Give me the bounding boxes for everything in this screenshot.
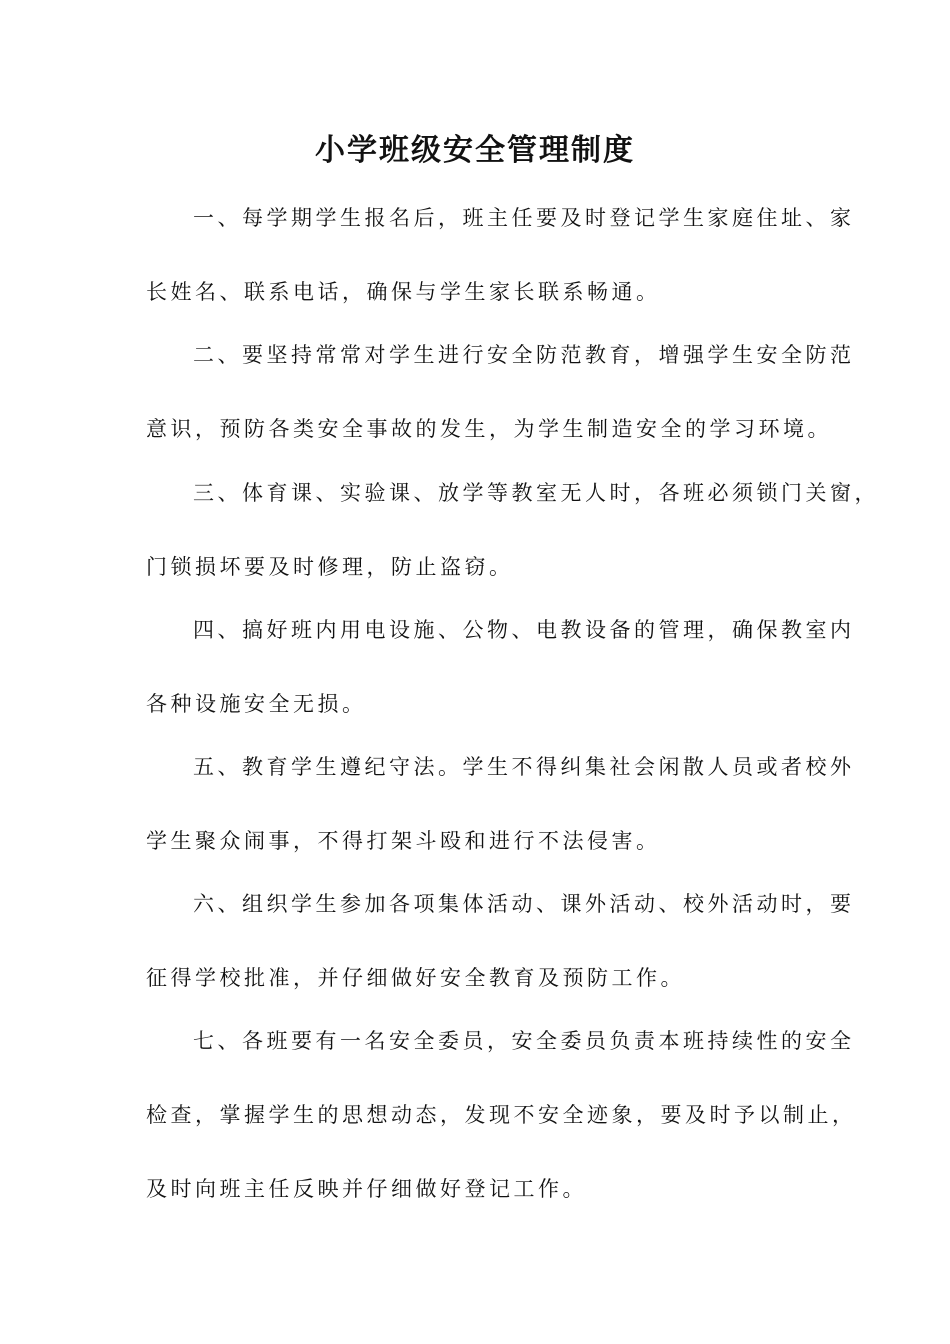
paragraph-1-line-2: 长姓名、联系电话，确保与学生家长联系畅通。 <box>146 280 661 304</box>
paragraph-2-line-1: 二、要坚持常常对学生进行安全防范教育，增强学生安全防范 <box>193 343 855 367</box>
paragraph-6-line-2: 征得学校批准，并仔细做好安全教育及预防工作。 <box>146 966 685 990</box>
paragraph-5-line-2: 学生聚众闹事，不得打架斗殴和进行不法侵害。 <box>146 829 661 853</box>
paragraph-6-line-1: 六、组织学生参加各项集体活动、课外活动、校外活动时，要 <box>193 892 855 916</box>
paragraph-4-line-2: 各种设施安全无损。 <box>146 692 367 716</box>
paragraph-1-line-1: 一、每学期学生报名后，班主任要及时登记学生家庭住址、家 <box>193 206 855 230</box>
paragraph-3-line-2: 门锁损坏要及时修理，防止盗窃。 <box>146 555 514 579</box>
paragraph-3-line-1: 三、体育课、实验课、放学等教室无人时，各班必须锁门关窗， <box>193 481 879 505</box>
paragraph-2-line-2: 意识，预防各类安全事故的发生，为学生制造安全的学习环境。 <box>146 417 832 441</box>
paragraph-7-line-2: 检查，掌握学生的思想动态，发现不安全迹象，要及时予以制止， <box>146 1103 857 1127</box>
paragraph-5-line-1: 五、教育学生遵纪守法。学生不得纠集社会闲散人员或者校外 <box>193 755 855 779</box>
document-title: 小学班级安全管理制度 <box>315 133 635 168</box>
paragraph-7-line-1: 七、各班要有一名安全委员，安全委员负责本班持续性的安全 <box>193 1029 855 1053</box>
paragraph-7-line-3: 及时向班主任反映并仔细做好登记工作。 <box>146 1177 587 1201</box>
paragraph-4-line-1: 四、搞好班内用电设施、公物、电教设备的管理，确保教室内 <box>193 618 855 642</box>
